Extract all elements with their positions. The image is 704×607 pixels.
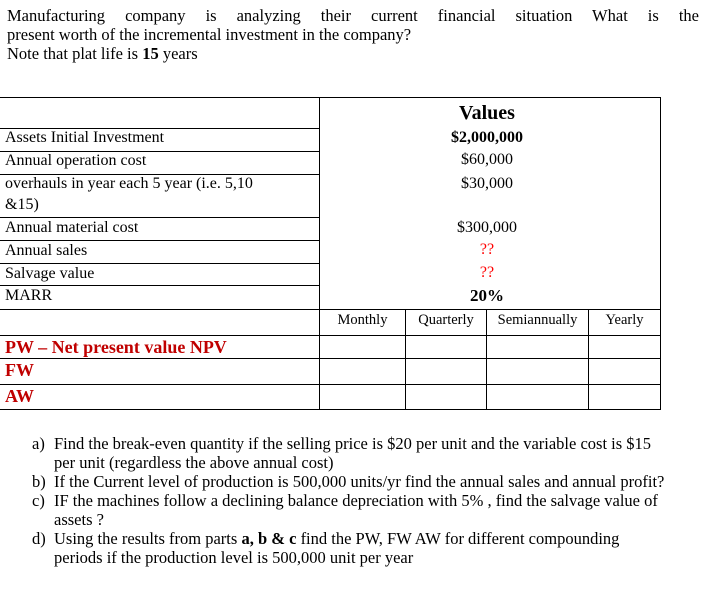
value-marr: 20%	[470, 286, 504, 305]
plant-life-value: 15	[142, 44, 159, 63]
financial-table	[0, 97, 661, 410]
row-divider	[0, 240, 319, 241]
label-overhauls-years: &15)	[5, 196, 39, 213]
row-divider	[0, 384, 661, 385]
question-marker: c)	[32, 491, 45, 510]
question-c	[32, 491, 672, 529]
label-annual-sales: Annual sales	[5, 242, 88, 259]
question-text: If the Current level of production is 500,000 units/yr find the annual sales and annual profit?	[54, 472, 665, 491]
intro-line-3-prefix: Note that plat life is	[7, 44, 143, 63]
label-aw: AW	[5, 386, 35, 406]
label-overhauls: overhauls in year each 5 year (i.e. 5,10	[5, 175, 253, 192]
question-d-parts: a, b & c	[241, 529, 297, 548]
question-d-suffix: find the PW, FW AW for different compounding periods if the production level is 500,000 unit per year	[54, 529, 620, 567]
label-marr: MARR	[5, 287, 53, 304]
period-semiannually: Semiannually	[497, 312, 578, 328]
value-operation-cost: $60,000	[461, 151, 513, 168]
row-divider	[0, 309, 661, 310]
question-marker: a)	[32, 434, 45, 453]
values-header: Values	[459, 102, 515, 124]
period-quarterly: Quarterly	[418, 312, 474, 328]
column-divider	[319, 97, 320, 410]
value-material-cost: $300,000	[457, 219, 517, 236]
label-initial-investment: Assets Initial Investment	[5, 129, 165, 146]
label-operation-cost: Annual operation cost	[5, 152, 147, 169]
period-yearly: Yearly	[605, 312, 644, 328]
table-right-border	[660, 97, 661, 410]
intro-line-3	[7, 44, 699, 63]
value-salvage-value: ??	[479, 264, 495, 281]
question-d-prefix: Using the results from parts	[54, 529, 242, 548]
row-divider	[0, 263, 319, 264]
question-text: Find the break-even quantity if the selling price is $20 per unit and the variable cost is $15 per unit (regardless the above annual cost)	[54, 434, 652, 472]
label-fw: FW	[5, 360, 34, 380]
value-annual-sales: ??	[479, 241, 495, 258]
row-divider	[0, 285, 319, 286]
label-salvage-value: Salvage value	[5, 265, 95, 282]
label-pw-npv: PW – Net present value NPV	[5, 337, 227, 357]
value-overhauls: $30,000	[461, 175, 513, 192]
intro-line-1: Manufacturing company is analyzing their current financial situation What is the	[7, 6, 699, 25]
question-a	[32, 434, 672, 472]
period-monthly: Monthly	[337, 312, 388, 328]
value-initial-investment: $2,000,000	[451, 129, 523, 146]
question-marker: b)	[32, 472, 46, 491]
table-top-border	[0, 97, 661, 98]
question-list	[32, 434, 672, 567]
question-text	[54, 529, 672, 567]
question-marker: d)	[32, 529, 46, 548]
intro-line-3-suffix: years	[158, 44, 198, 63]
row-divider	[0, 217, 319, 218]
problem-statement	[7, 6, 699, 63]
intro-line-2: present worth of the incremental investment in the company?	[7, 25, 412, 44]
table-bottom-border	[0, 409, 661, 410]
question-d	[32, 529, 672, 567]
question-text: IF the machines follow a declining balance depreciation with 5% , find the salvage value of assets ?	[54, 491, 658, 529]
row-divider	[0, 358, 661, 359]
question-b	[32, 472, 672, 491]
label-material-cost: Annual material cost	[5, 219, 139, 236]
